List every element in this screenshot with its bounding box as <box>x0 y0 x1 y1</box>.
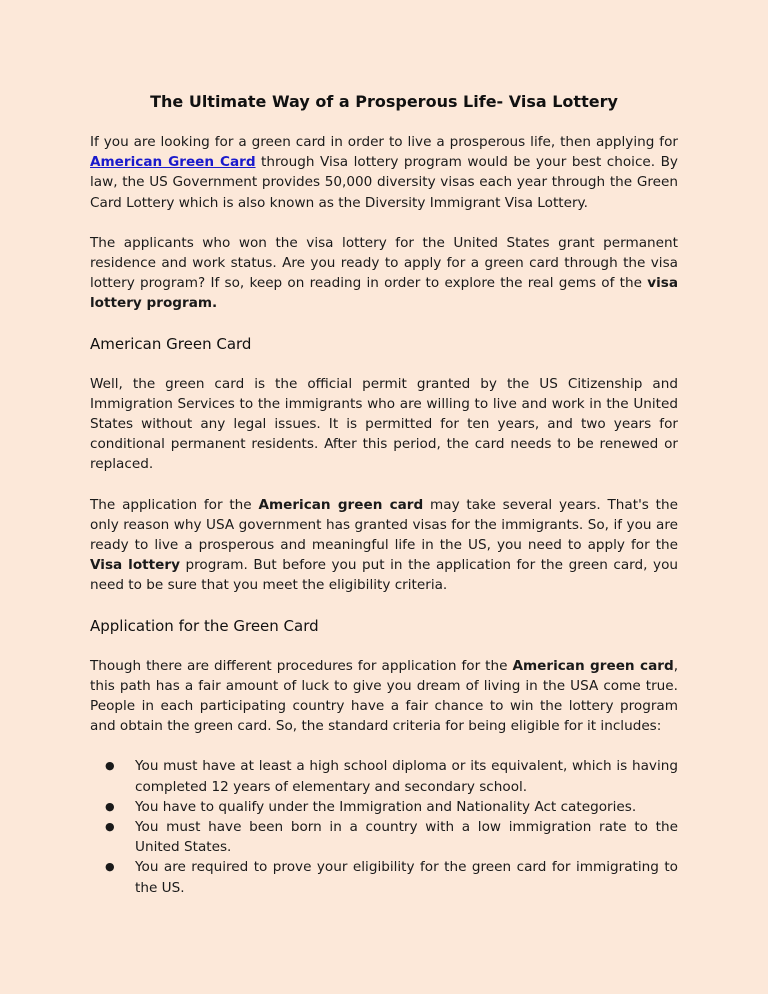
intro-text-1: If you are looking for a green card in order to live a prosperous life, then applying for <box>90 134 678 150</box>
procedures-paragraph <box>90 656 678 737</box>
list-item <box>105 857 678 897</box>
document-title: The Ultimate Way of a Prosperous Life- Visa Lottery <box>150 92 618 111</box>
application-text-2: may take several years. That's the only reason why USA government has granted visas for the immigrants. So, if you are ready to live a prosperous and meaningful life in the US, you need to apply for the <box>90 496 678 554</box>
applicants-paragraph <box>90 233 678 314</box>
intro-paragraph <box>90 132 678 213</box>
bullet-icon: ● <box>105 799 115 813</box>
criteria-text: You are required to prove your eligibility for the green card for immigrating to the US. <box>135 859 678 896</box>
criteria-text: You must have been born in a country with a low immigration rate to the United States. <box>135 819 678 856</box>
section-heading-application: Application for the Green Card <box>90 616 319 635</box>
visa-lottery-program-bold: visa lottery program. <box>90 275 678 312</box>
criteria-text: You must have at least a high school diploma or its equivalent, which is having completed 12 years of elementary and secondary school. <box>135 758 678 795</box>
procedures-text-1: Though there are different procedures for application for the <box>90 657 513 674</box>
green-card-definition-paragraph: Well, the green card is the official permit granted by the US Citizenship and Immigration Services to the immigrants who are willing to live and work in the United States without any legal issues. It is permitted for ten years, and two years for conditional permanent residents. After this period, the card needs to be renewed or replaced. <box>90 375 678 473</box>
bullet-icon: ● <box>105 820 115 834</box>
list-item <box>105 817 678 857</box>
criteria-text: You have to qualify under the Immigration and Nationality Act categories. <box>135 798 637 815</box>
bullet-icon: ● <box>105 860 115 874</box>
american-green-card-link[interactable]: American Green Card <box>90 154 256 171</box>
bullet-icon: ● <box>105 759 115 773</box>
application-text-1: The application for the <box>90 496 259 513</box>
visa-lottery-bold: Visa lottery <box>90 557 180 574</box>
section-heading-american-green-card: American Green Card <box>90 334 252 353</box>
eligibility-criteria-list <box>90 756 678 897</box>
applicants-text: The applicants who won the visa lottery for the United States grant permanent residence and work status. Are you ready to apply for a green card through the visa lottery program? If so, keep on reading in order to explore the real gems of the <box>90 234 678 292</box>
application-text-3: program. But before you put in the application for the green card, you need to be sure that you meet the eligibility criteria. <box>90 557 679 594</box>
intro-text-2: through Visa lottery program would be your best choice. By law, the US Government provides 50,000 diversity visas each year through the Green Card Lottery which is also known as the Diversity Immigrant Visa Lottery. <box>90 154 678 211</box>
american-green-card-bold-2: American green card <box>512 657 674 674</box>
list-item <box>105 756 678 796</box>
procedures-text-2: , this path has a fair amount of luck to give you dream of living in the USA come true. People in each participating country have a fair chance to win the lottery program and obtain the green card. So, the standard criteria for being eligible for it includes: <box>90 657 679 735</box>
american-green-card-bold: American green card <box>258 496 424 513</box>
application-paragraph <box>90 495 678 596</box>
list-item <box>105 797 678 817</box>
